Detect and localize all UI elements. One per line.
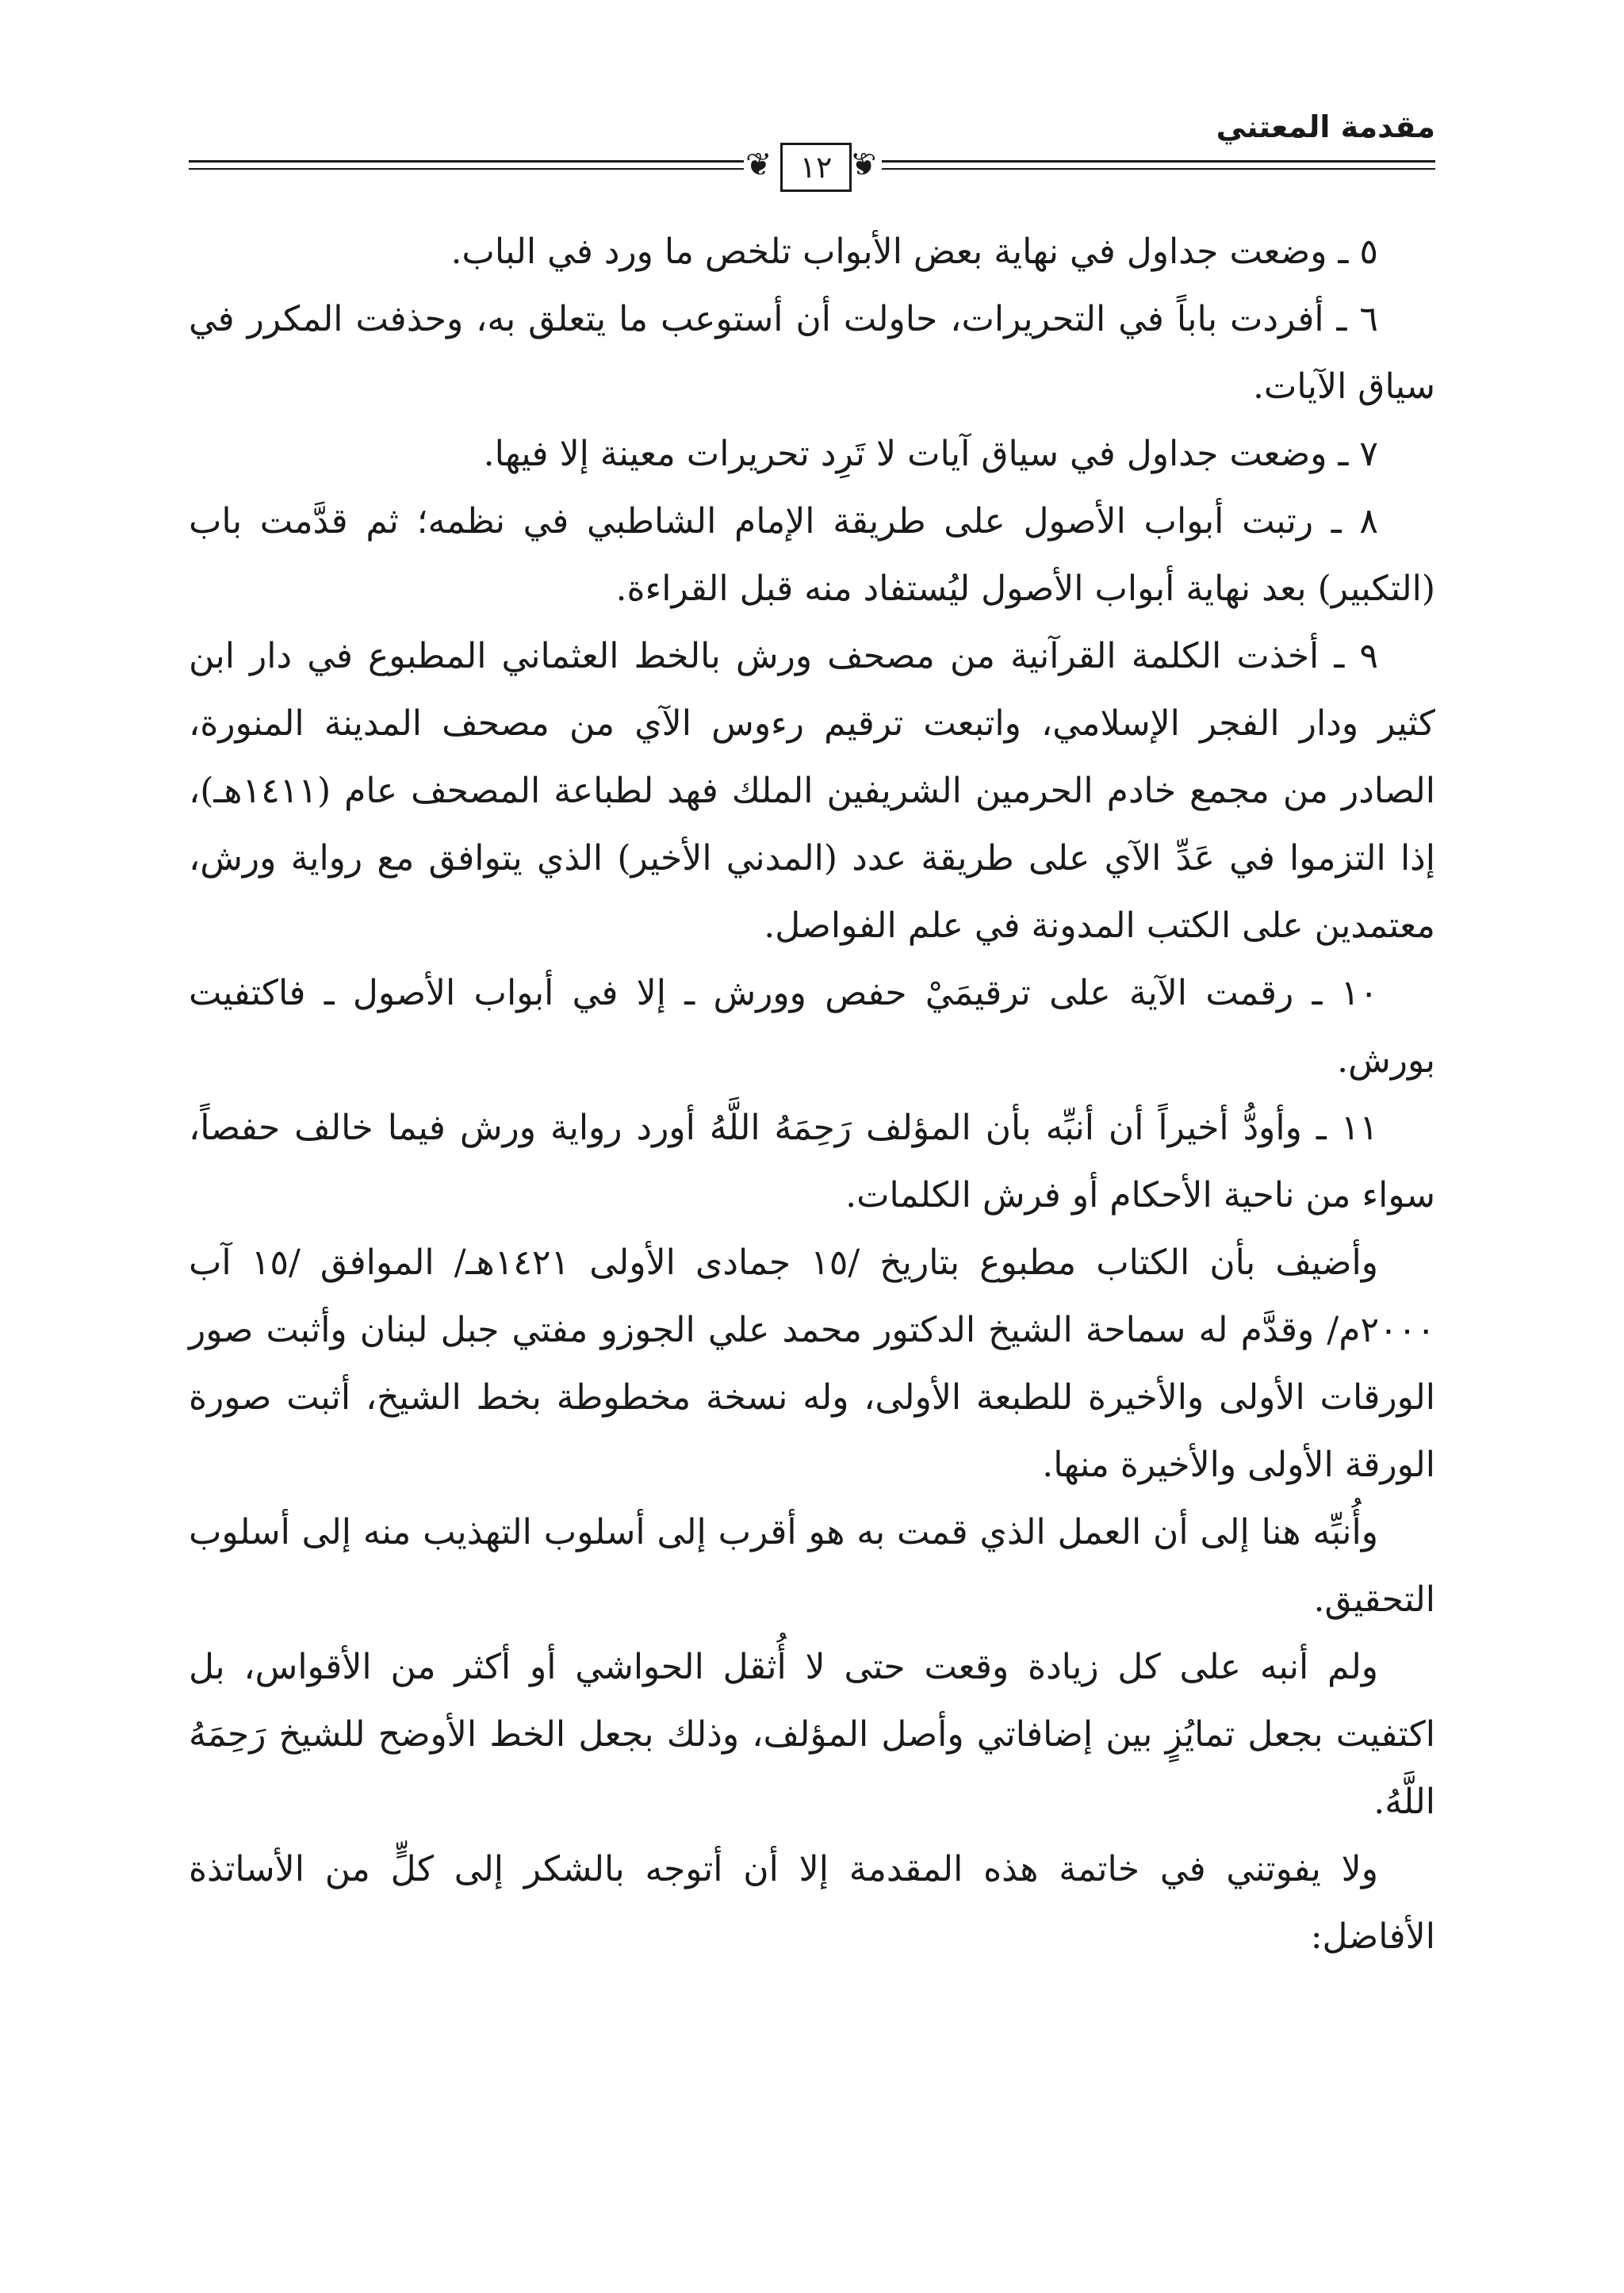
paragraph: ٥ ـ وضعت جداول في نهاية بعض الأبواب تلخص ما ورد في الباب. bbox=[450, 232, 1378, 272]
page-body bbox=[189, 218, 1435, 1970]
ornament-icon: ❦ bbox=[745, 147, 772, 183]
page-header bbox=[189, 103, 1435, 190]
header-rule bbox=[882, 168, 1435, 170]
paragraph: ٨ ـ رتبت أبواب الأصول على طريقة الإمام الشاطبي في نظمه؛ ثم قدَّمت باب (التكبير) بعد نهاية أبواب الأصول ليُستفاد منه قبل القراءة. bbox=[189, 501, 1435, 609]
running-title: مقدمة المعتني bbox=[1216, 109, 1435, 144]
paragraph: ولا يفوتني في خاتمة هذه المقدمة إلا أن أتوجه بالشكر إلى كلٍّ من الأساتذة الأفاضل: bbox=[189, 1849, 1435, 1957]
header-rule bbox=[189, 168, 744, 170]
paragraph: ولم أنبه على كل زيادة وقعت حتى لا أُثقل الحواشي أو أكثر من الأقواس، بل اكتفيت بجعل تمايُزٍ بين إضافاتي وأصل المؤلف، وذلك بجعل الخط الأوضح للشيخ رَحِمَهُ اللَّهُ. bbox=[189, 1647, 1435, 1822]
header-rule bbox=[882, 160, 1435, 163]
paragraph: ١١ ـ وأودُّ أخيراً أن أنبِّه بأن المؤلف رَحِمَهُ اللَّهُ أورد رواية ورش فيما خالف حفصاً، سواء من ناحية الأحكام أو فرش الكلمات. bbox=[189, 1108, 1435, 1215]
paragraph: ٧ ـ وضعت جداول في سياق آيات لا تَرِد تحريرات معينة إلا فيها. bbox=[483, 434, 1378, 474]
ornament-icon: ❦ bbox=[850, 147, 877, 183]
header-rule bbox=[189, 160, 744, 163]
paragraph: ٦ ـ أفردت باباً في التحريرات، حاولت أن أستوعب ما يتعلق به، وحذفت المكرر في سياق الآيات. bbox=[189, 299, 1435, 407]
paragraph: وأضيف بأن الكتاب مطبوع بتاريخ /١٥ جمادى الأولى ١٤٢١هـ/ الموافق /١٥ آب ٢٠٠٠م/ وقدَّم له سماحة الشيخ الدكتور محمد علي الجوزو مفتي جبل لبنان وأثبت صور الورقات الأولى والأخيرة للطبعة الأولى، وله نسخة مخطوطة بخط الشيخ، أثبت صورة الورقة الأولى والأخيرة منها. bbox=[189, 1242, 1435, 1485]
paragraph: ٩ ـ أخذت الكلمة القرآنية من مصحف ورش بالخط العثماني المطبوع في دار ابن كثير ودار الفجر الإسلامي، واتبعت ترقيم رءوس الآي من مصحف المدينة المنورة، الصادر من مجمع خادم الحرمين الشريفين الملك فهد لطباعة المصحف عام (١٤١١هـ)، إذا التزموا في عَدِّ الآي على طريقة عدد (المدني الأخير) الذي يتوافق مع رواية ورش، معتمدين على الكتب المدونة في علم الفواصل. bbox=[189, 636, 1435, 946]
page-number: ١٢ bbox=[780, 143, 852, 192]
paragraph: ١٠ ـ رقمت الآية على ترقيمَيْ حفص وورش ـ إلا في أبواب الأصول ـ فاكتفيت بورش. bbox=[189, 973, 1435, 1081]
paragraph: وأُنبِّه هنا إلى أن العمل الذي قمت به هو أقرب إلى أسلوب التهذيب منه إلى أسلوب التحقيق. bbox=[189, 1512, 1435, 1620]
